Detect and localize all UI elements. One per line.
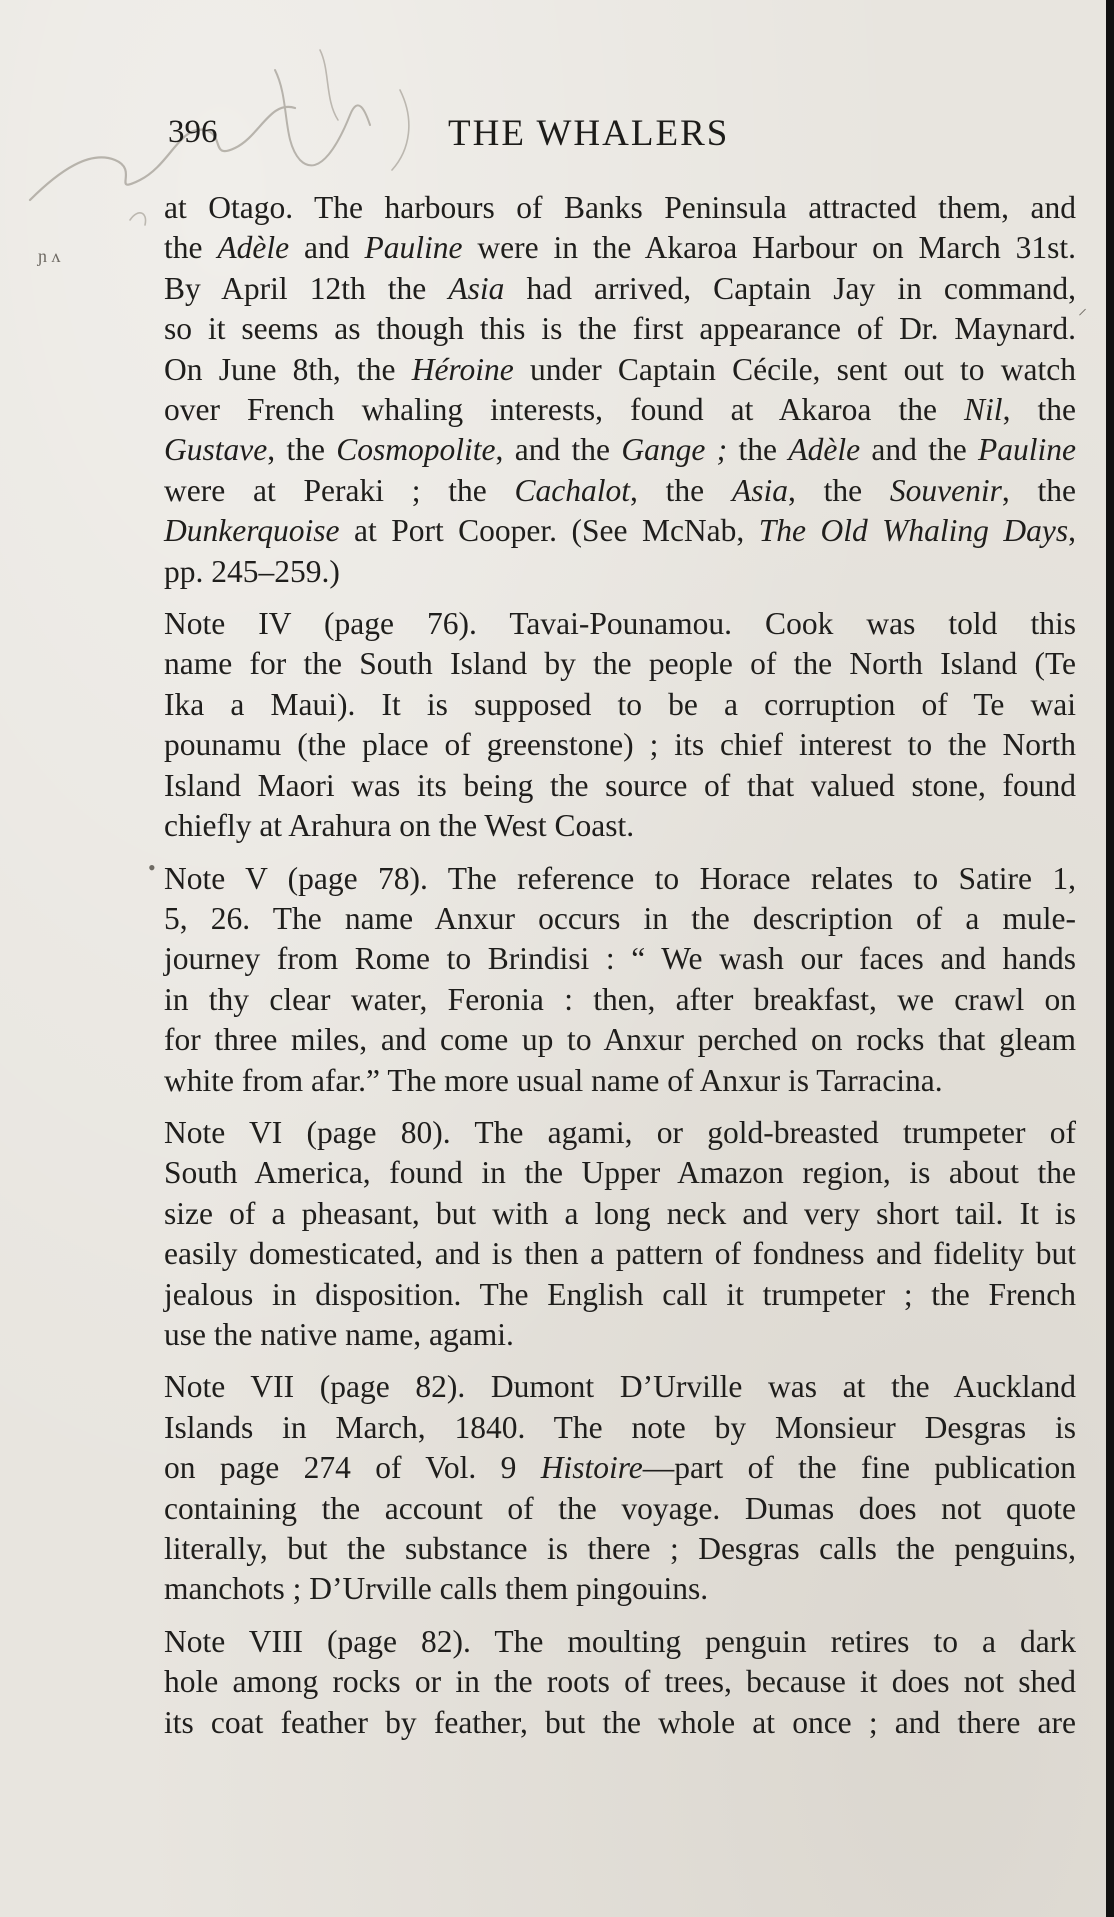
italic-text: Gange ; (621, 432, 728, 468)
text-line: Ika a Maui). It is supposed to be a corruption of Te wai (164, 686, 1076, 722)
text-line: journey from Rome to Brindisi : “ We wash our faces and hands (164, 941, 1076, 977)
note-paragraph (164, 1622, 1076, 1743)
text-line: Note VI (page 80). The agami, or gold-breasted trumpeter of (164, 1114, 1076, 1150)
text-line: its coat feather by feather, but the whole at once ; and there are (164, 1704, 1076, 1740)
note-paragraph (164, 1367, 1076, 1609)
text-line: for three miles, and come up to Anxur perched on rocks that gleam (164, 1022, 1076, 1058)
text-line: use the native name, agami. (164, 1316, 514, 1352)
text-line: manchots ; D’Urville calls them pingouins. (164, 1571, 709, 1607)
italic-text: Histoire (540, 1450, 643, 1486)
italic-text: Souvenir (889, 472, 1002, 508)
body-text (164, 188, 1076, 1743)
text-line: Dunkerquoise at Port Cooper. (See McNab, The Old Whaling Days, (164, 513, 1076, 549)
italic-text: Asia (448, 270, 505, 306)
text-line: Note VII (page 82). Dumont D’Urville was at the Auckland (164, 1369, 1076, 1405)
margin-mark: ⸝ (1078, 298, 1087, 318)
italic-text: Cosmopolite (336, 432, 496, 468)
note-paragraph (164, 604, 1076, 846)
text-line: literally, but the substance is there ; Desgras calls the penguins, (164, 1531, 1076, 1566)
italic-text: Dunkerquoise (164, 513, 340, 549)
text-line: Islands in March, 1840. The note by Monsieur Desgras is (164, 1409, 1076, 1445)
running-title: THE WHALERS (448, 113, 730, 154)
italic-text: Pauline (978, 432, 1077, 468)
text-line: over French whaling interests, found at Akaroa the Nil, the (164, 392, 1076, 428)
text-line: Island Maori was its being the source of that valued stone, found (164, 767, 1076, 803)
italic-text: Gustave (164, 432, 268, 468)
italic-text: Héroine (411, 351, 514, 387)
page-number: 396 (168, 114, 218, 150)
italic-text: Nil (964, 392, 1003, 428)
italic-text: Pauline (364, 230, 463, 266)
text-line: name for the South Island by the people of the North Island (Te (164, 646, 1076, 682)
text-line: at Otago. The harbours of Banks Peninsula attracted them, and (164, 190, 1076, 225)
italic-text: Adèle (217, 230, 290, 266)
note-paragraph (164, 859, 1076, 1101)
text-line: By April 12th the Asia had arrived, Captain Jay in command, (164, 270, 1077, 306)
margin-mark: • (148, 855, 156, 880)
text-line: 5, 26. The name Anxur occurs in the description of a mule- (164, 900, 1076, 936)
text-line: on page 274 of Vol. 9 Histoire—part of the fine publication (164, 1450, 1076, 1486)
text-line: jealous in disposition. The English call it trumpeter ; the French (164, 1276, 1076, 1312)
margin-mark: ɲ ʌ (38, 246, 61, 266)
text-line: pp. 245–259.) (164, 553, 340, 589)
text-line: white from afar.” The more usual name of Anxur is Tarracina. (164, 1062, 943, 1098)
continued-paragraph (164, 188, 1076, 592)
text-line: so it seems as though this is the first appearance of Dr. Maynard. (164, 311, 1076, 347)
text-line: containing the account of the voyage. Dumas does not quote (164, 1490, 1076, 1526)
text-line: On June 8th, the Héroine under Captain Cécile, sent out to watch (164, 351, 1076, 387)
text-line: Note V (page 78). The reference to Horace relates to Satire 1, (164, 860, 1076, 896)
text-line: pounamu (the place of greenstone) ; its chief interest to the North (164, 727, 1076, 763)
text-line: hole among rocks or in the roots of trees, because it does not shed (164, 1664, 1076, 1700)
italic-text: Asia (731, 472, 788, 508)
text-line: easily domesticated, and is then a pattern of fondness and fidelity but (164, 1236, 1076, 1272)
text-line: Note IV (page 76). Tavai-Pounamou. Cook was told this (164, 606, 1076, 642)
text-line: Note VIII (page 82). The moulting penguin retires to a dark (164, 1623, 1076, 1659)
text-line: in thy clear water, Feronia : then, after breakfast, we crawl on (164, 981, 1076, 1017)
text-line: Gustave, the Cosmopolite, and the Gange ; the Adèle and the Pauline (164, 432, 1077, 468)
text-line: the Adèle and Pauline were in the Akaroa Harbour on March 31st. (164, 230, 1077, 266)
text-line: size of a pheasant, but with a long neck and very short tail. It is (164, 1195, 1076, 1231)
italic-text: Adèle (788, 432, 861, 468)
text-line: were at Peraki ; the Cachalot, the Asia, the Souvenir, the (164, 472, 1077, 508)
italic-text: Cachalot (514, 472, 631, 508)
text-line: South America, found in the Upper Amazon region, is about the (164, 1155, 1076, 1191)
text-line: chiefly at Arahura on the West Coast. (164, 808, 635, 844)
page-header (168, 104, 808, 164)
note-paragraph (164, 1113, 1076, 1355)
italic-text: The Old Whaling Days (758, 513, 1069, 549)
